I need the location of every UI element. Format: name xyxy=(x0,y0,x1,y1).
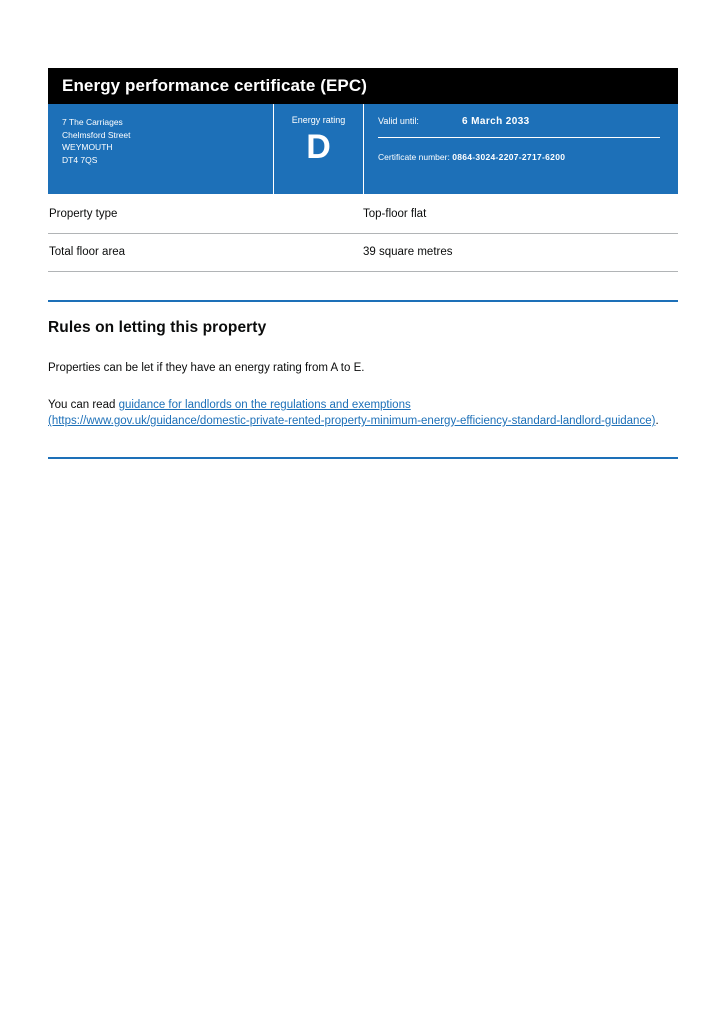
letting-paragraph-2 xyxy=(48,397,678,429)
address-line-2: Chelmsford Street xyxy=(62,129,131,140)
epc-document xyxy=(48,68,678,459)
validity-divider xyxy=(378,137,660,138)
address-line-4: DT4 7QS xyxy=(62,154,98,165)
certificate-number-row xyxy=(378,152,662,162)
letting-paragraph-2-prefix: You can read xyxy=(48,399,119,411)
table-row xyxy=(48,234,678,272)
letting-paragraph-2-suffix: . xyxy=(655,415,659,427)
section-divider-top xyxy=(48,300,678,302)
total-floor-area-label: Total floor area xyxy=(49,246,126,258)
letting-section-heading: Rules on letting this property xyxy=(48,319,267,336)
letting-paragraph-1: Properties can be let if they have an energy rating from A to E. xyxy=(48,362,365,374)
certificate-number-label: Certificate number: xyxy=(378,152,450,162)
energy-rating-grade: D xyxy=(306,128,331,166)
valid-until-label: Valid until: xyxy=(378,116,419,126)
summary-band xyxy=(48,104,678,194)
valid-until-value: 6 March 2033 xyxy=(462,116,530,127)
property-address xyxy=(48,104,274,194)
landlord-guidance-url[interactable]: (https://www.gov.uk/guidance/domestic-private-rented-property-minimum-energy-efficiency-standard-landlord-guidance) xyxy=(48,415,656,427)
landlord-guidance-link[interactable]: guidance for landlords on the regulations and exemptions xyxy=(118,399,411,411)
property-type-value: Top-floor flat xyxy=(363,208,427,220)
property-type-label: Property type xyxy=(49,208,118,220)
section-divider-bottom xyxy=(48,457,678,459)
energy-rating-label: Energy rating xyxy=(291,115,346,125)
table-row xyxy=(48,194,678,234)
total-floor-area-value: 39 square metres xyxy=(363,246,453,258)
valid-until-row xyxy=(378,116,662,137)
energy-rating-block xyxy=(274,104,364,194)
address-line-1: 7 The Carriages xyxy=(62,117,123,127)
certificate-number-value: 0864-3024-2207-2717-6200 xyxy=(452,152,566,162)
document-title-bar xyxy=(48,68,678,104)
validity-block xyxy=(364,104,678,194)
address-line-3: WEYMOUTH xyxy=(62,142,113,152)
page-title: Energy performance certificate (EPC) xyxy=(62,76,367,95)
